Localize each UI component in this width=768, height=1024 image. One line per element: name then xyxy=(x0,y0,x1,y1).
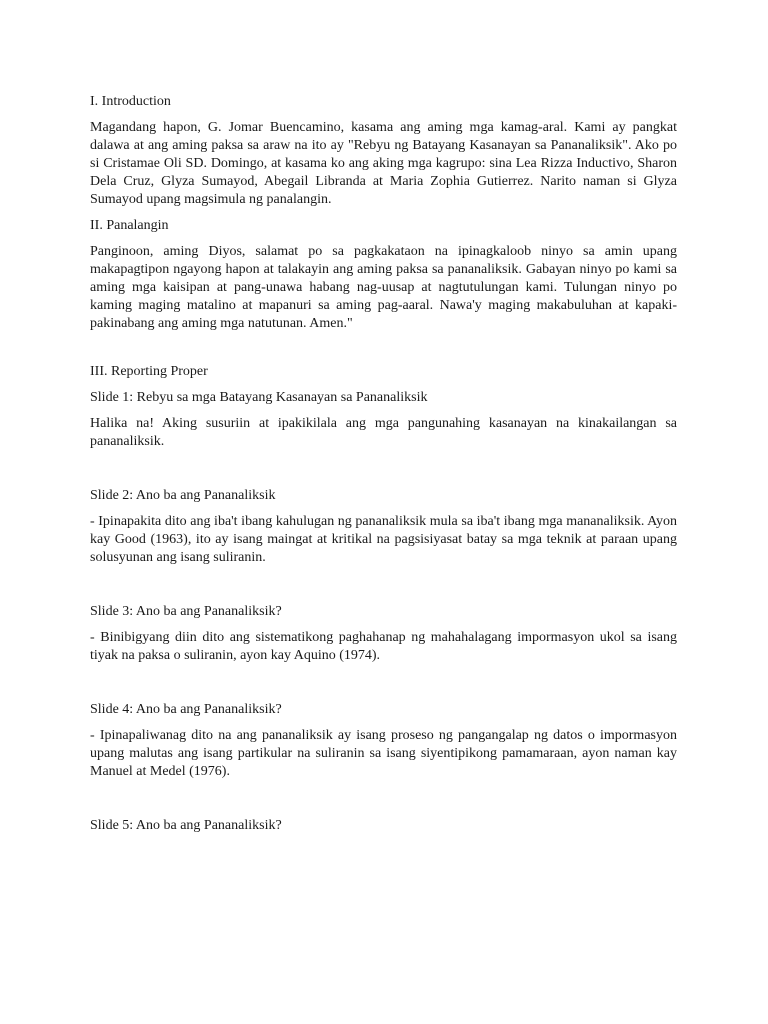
section-heading-panalangin: II. Panalangin xyxy=(90,218,169,233)
slide-1-text: Halika na! Aking susuriin at ipakikilala ang mga pangunahing kasanayan na kinakailangan sa pananaliksik. xyxy=(90,416,677,449)
panalangin-paragraph: Panginoon, aming Diyos, salamat po sa pagkakataon na ipinagkaloob ninyo sa amin upang makapagtipon ngayong hapon at talakayin ang aming paksa sa pananaliksik. Gabayan ninyo po kami sa aming mga kaisipan at pang-unawa habang nag-uusap at nagtutulungan kami. Tulungan ninyo po kaming maging matalino at mapanuri sa aming pag-aaral. Nawa'y maging makabuluhan at kapaki-pakinabang ang aming mga natutunan. Amen." xyxy=(90,244,677,331)
section-heading-introduction: I. Introduction xyxy=(90,94,171,109)
document-page xyxy=(90,93,677,843)
slide-5-title: Slide 5: Ano ba ang Pananaliksik? xyxy=(90,818,282,833)
slide-3-text: - Binibigyang diin dito ang sistematikong paghahanap ng mahahalagang impormasyon ukol sa isang tiyak na paksa o suliranin, ayon kay Aquino (1974). xyxy=(90,630,677,663)
slide-2-text: - Ipinapakita dito ang iba't ibang kahulugan ng pananaliksik mula sa iba't ibang mga mananaliksik. Ayon kay Good (1963), ito ay isang maingat at kritikal na pagsisiyasat batay sa mga teknik at paraan upang solusyunan ang isang suliranin. xyxy=(90,514,677,565)
introduction-paragraph: Magandang hapon, G. Jomar Buencamino, kasama ang aming mga kamag-aral. Kami ay pangkat dalawa at ang aming paksa sa araw na ito ay "Rebyu ng Batayang Kasanayan sa Pananaliksik". Ako po si Cristamae Oli SD. Domingo, at kasama ko ang aking mga kagrupo: sina Lea Rizza Inductivo, Sharon Dela Cruz, Glyza Sumayod, Abegail Libranda at Maria Zophia Gutierrez. Narito naman si Glyza Sumayod upang magsimula ng panalangin. xyxy=(90,120,677,207)
slide-4-text: - Ipinapaliwanag dito na ang pananaliksik ay isang proseso ng pangangalap ng datos o impormasyon upang malutas ang isang partikular na suliranin sa isang siyentipikong pamamaraan, ayon naman kay Manuel at Medel (1976). xyxy=(90,728,677,779)
slide-1-title: Slide 1: Rebyu sa mga Batayang Kasanayan sa Pananaliksik xyxy=(90,390,428,405)
section-heading-reporting-proper: III. Reporting Proper xyxy=(90,364,208,379)
slide-2-title: Slide 2: Ano ba ang Pananaliksik xyxy=(90,488,276,503)
slide-3-title: Slide 3: Ano ba ang Pananaliksik? xyxy=(90,604,282,619)
slide-4-title: Slide 4: Ano ba ang Pananaliksik? xyxy=(90,702,282,717)
